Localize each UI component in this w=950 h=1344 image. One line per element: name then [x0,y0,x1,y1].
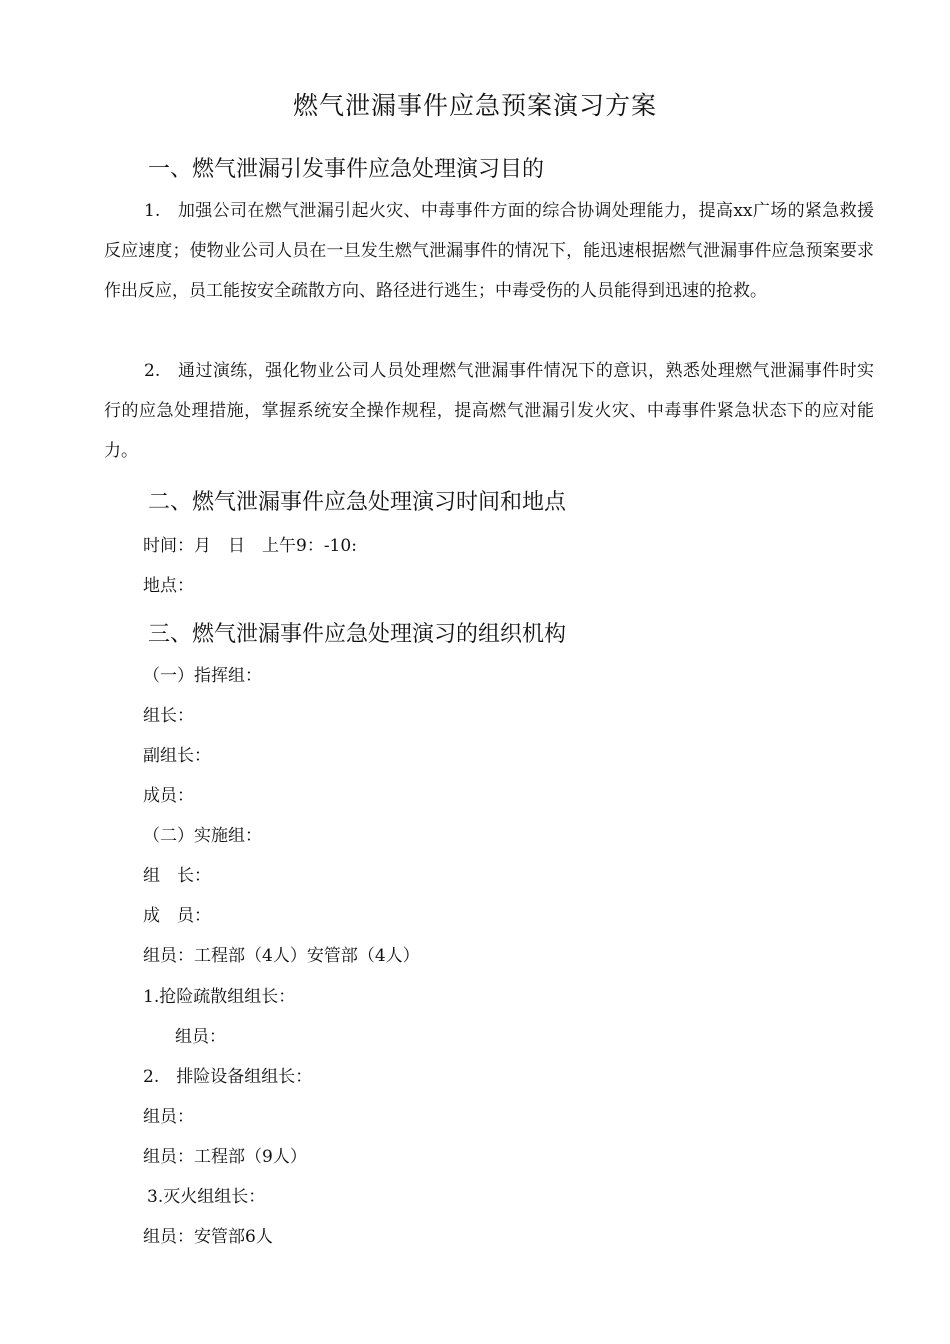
drill-place: 地点： [143,576,194,596]
evacuation-group-members: 组员： [175,1027,226,1047]
section-1-paragraph-2: 2. 通过演练，强化物业公司人员处理燃气泄漏事件情况下的意识，熟悉处理燃气泄漏事件时实行的应急处理措施，掌握系统安全操作规程，提高燃气泄漏引发火灾、中毒事件紧急状态下的应对能力。 [104,361,874,461]
evacuation-group-leader: 1.抢险疏散组组长： [143,987,296,1007]
command-group-label: （一）指挥组： [143,666,262,686]
firefighting-group-leader: 3.灭火组组长： [147,1187,266,1207]
drill-time: 时间：月 日 上午9：-10: [143,536,357,556]
equipment-group-composition: 组员：工程部（9人） [143,1147,307,1167]
command-group-deputy-leader: 副组长： [143,746,211,766]
implementation-group-label: （二）实施组： [143,826,262,846]
command-group-leader: 组长： [143,706,194,726]
document-title: 燃气泄漏事件应急预案演习方案 [292,91,657,120]
equipment-group-members: 组员： [143,1107,194,1127]
section-1-heading: 一、燃气泄漏引发事件应急处理演习目的 [148,157,545,182]
firefighting-group-members: 组员：安管部6人 [143,1227,273,1247]
implementation-group-leader: 组 长： [143,866,211,886]
section-2-heading: 二、燃气泄漏事件应急处理演习时间和地点 [148,490,567,515]
command-group-members: 成员： [143,786,194,806]
equipment-group-leader: 2. 排险设备组组长： [143,1067,313,1087]
implementation-group-members: 成 员： [143,906,211,926]
implementation-group-composition: 组员：工程部（4人）安管部（4人） [143,946,420,966]
section-1-paragraph-1: 1. 加强公司在燃气泄漏引起火灾、中毒事件方面的综合协调处理能力，提高xx广场的紧急救援反应速度；使物业公司人员在一旦发生燃气泄漏事件的情况下，能迅速根据燃气泄漏事件应急预案要求作出反应，员工能按安全疏散方向、路径进行逃生；中毒受伤的人员能得到迅速的抢救。 [104,201,874,301]
section-3-heading: 三、燃气泄漏事件应急处理演习的组织机构 [148,622,567,647]
